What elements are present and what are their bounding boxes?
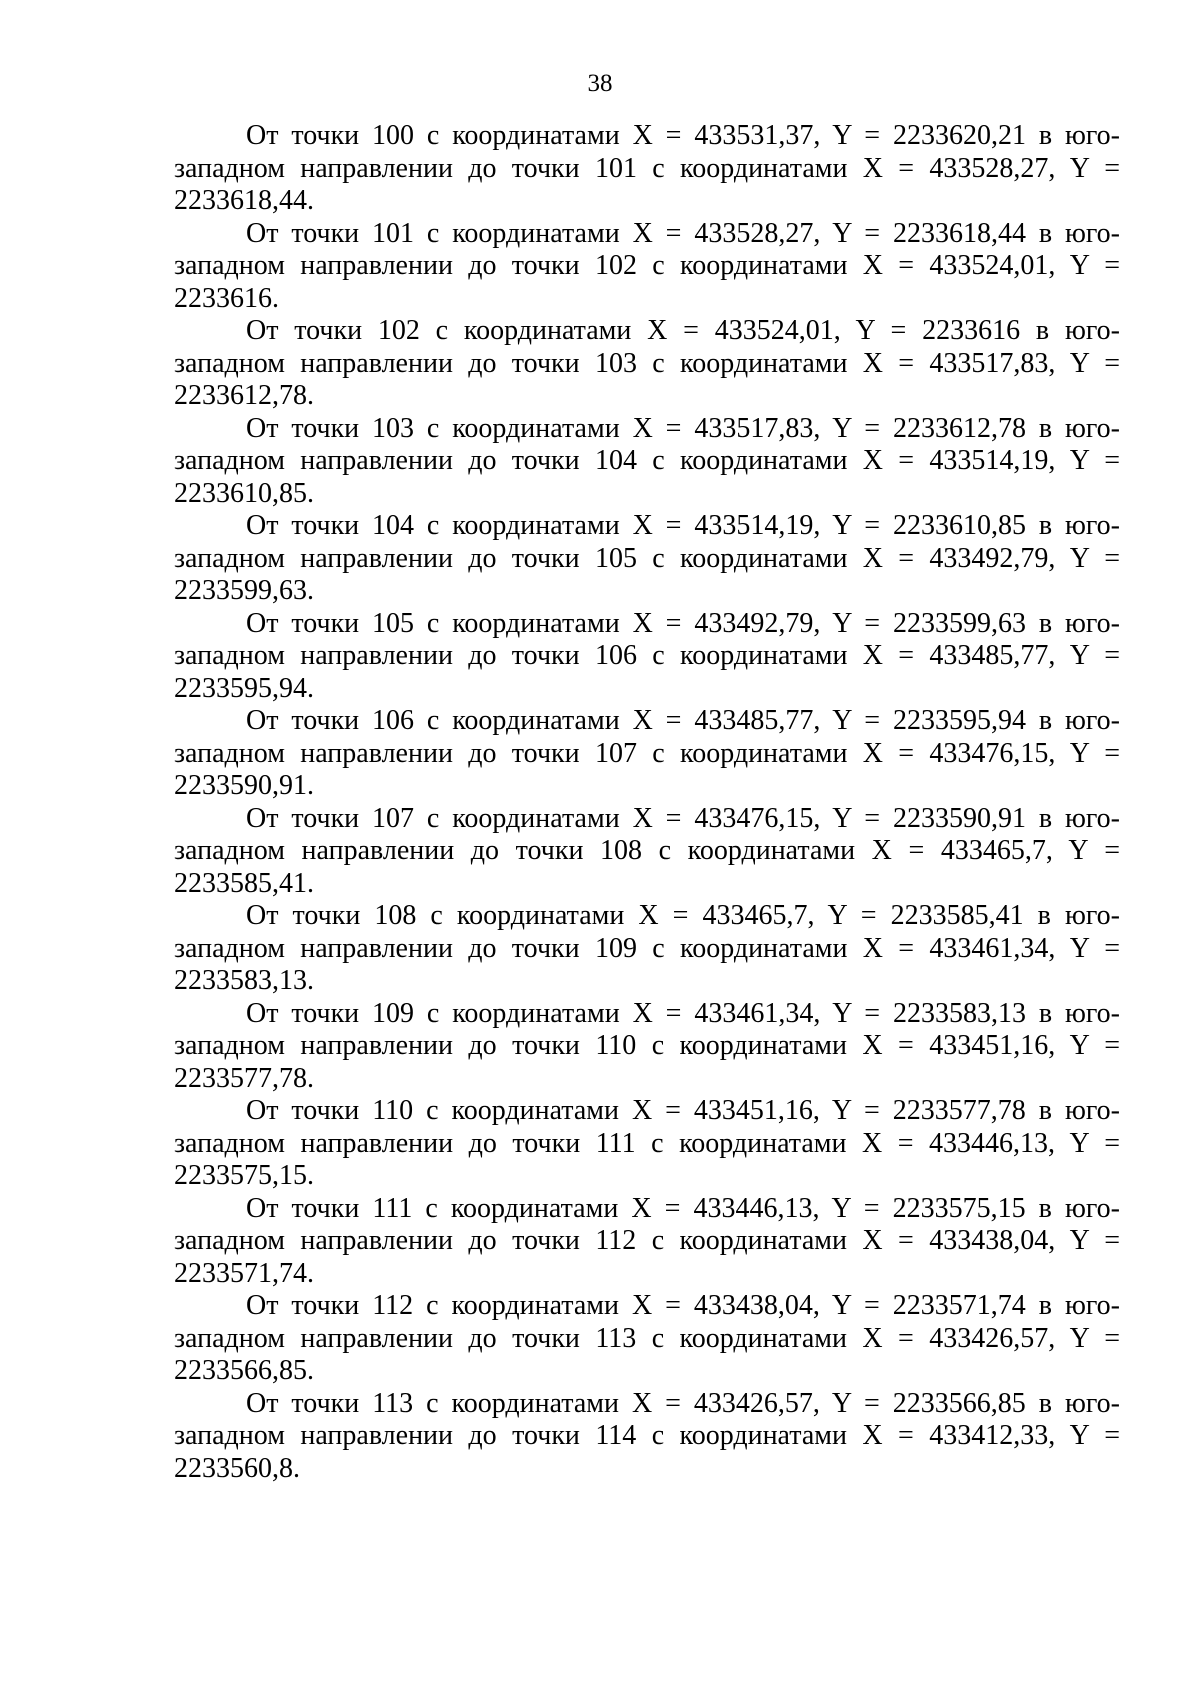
paragraph: От точки 107 с координатами X = 433476,15, Y = 2233590,91 в юго-западном направлении до точки 108 с координатами X = 433465,7, Y = 2233585,41. bbox=[174, 802, 1120, 899]
paragraph: От точки 111 с координатами X = 433446,13, Y = 2233575,15 в юго-западном направлении до точки 112 с координатами X = 433438,04, Y = 2233571,74. bbox=[174, 1192, 1120, 1289]
paragraph: От точки 101 с координатами X = 433528,27, Y = 2233618,44 в юго-западном направлении до точки 102 с координатами X = 433524,01, Y = 2233616. bbox=[174, 217, 1120, 314]
document-body bbox=[174, 120, 1120, 1485]
paragraph: От точки 110 с координатами X = 433451,16, Y = 2233577,78 в юго-западном направлении до точки 111 с координатами X = 433446,13, Y = 2233575,15. bbox=[174, 1095, 1120, 1191]
paragraph: От точки 104 с координатами X = 433514,19, Y = 2233610,85 в юго-западном направлении до точки 105 с координатами X = 433492,79, Y = 2233599,63. bbox=[174, 510, 1120, 606]
paragraph: От точки 105 с координатами X = 433492,79, Y = 2233599,63 в юго-западном направлении до точки 106 с координатами X = 433485,77, Y = 2233595,94. bbox=[174, 607, 1120, 704]
paragraph: От точки 112 с координатами X = 433438,04, Y = 2233571,74 в юго-западном направлении до точки 113 с координатами X = 433426,57, Y = 2233566,85. bbox=[174, 1290, 1120, 1386]
paragraph: От точки 109 с координатами X = 433461,34, Y = 2233583,13 в юго-западном направлении до точки 110 с координатами X = 433451,16, Y = 2233577,78. bbox=[174, 997, 1120, 1094]
paragraph: От точки 106 с координатами X = 433485,77, Y = 2233595,94 в юго-западном направлении до точки 107 с координатами X = 433476,15, Y = 2233590,91. bbox=[174, 705, 1120, 801]
paragraph: От точки 102 с координатами X = 433524,01, Y = 2233616 в юго-западном направлении до точки 103 с координатами X = 433517,83, Y = 2233612,78. bbox=[174, 315, 1120, 411]
paragraph: От точки 113 с координатами X = 433426,57, Y = 2233566,85 в юго-западном направлении до точки 114 с координатами X = 433412,33, Y = 2233560,8. bbox=[174, 1387, 1120, 1484]
paragraph: От точки 103 с координатами X = 433517,83, Y = 2233612,78 в юго-западном направлении до точки 104 с координатами X = 433514,19, Y = 2233610,85. bbox=[174, 412, 1120, 509]
page-number: 38 bbox=[587, 70, 613, 97]
paragraph: От точки 108 с координатами X = 433465,7, Y = 2233585,41 в юго-западном направлении до точки 109 с координатами X = 433461,34, Y = 2233583,13. bbox=[174, 900, 1120, 996]
paragraph: От точки 100 с координатами X = 433531,37, Y = 2233620,21 в юго-западном направлении до точки 101 с координатами X = 433528,27, Y = 2233618,44. bbox=[174, 120, 1120, 216]
